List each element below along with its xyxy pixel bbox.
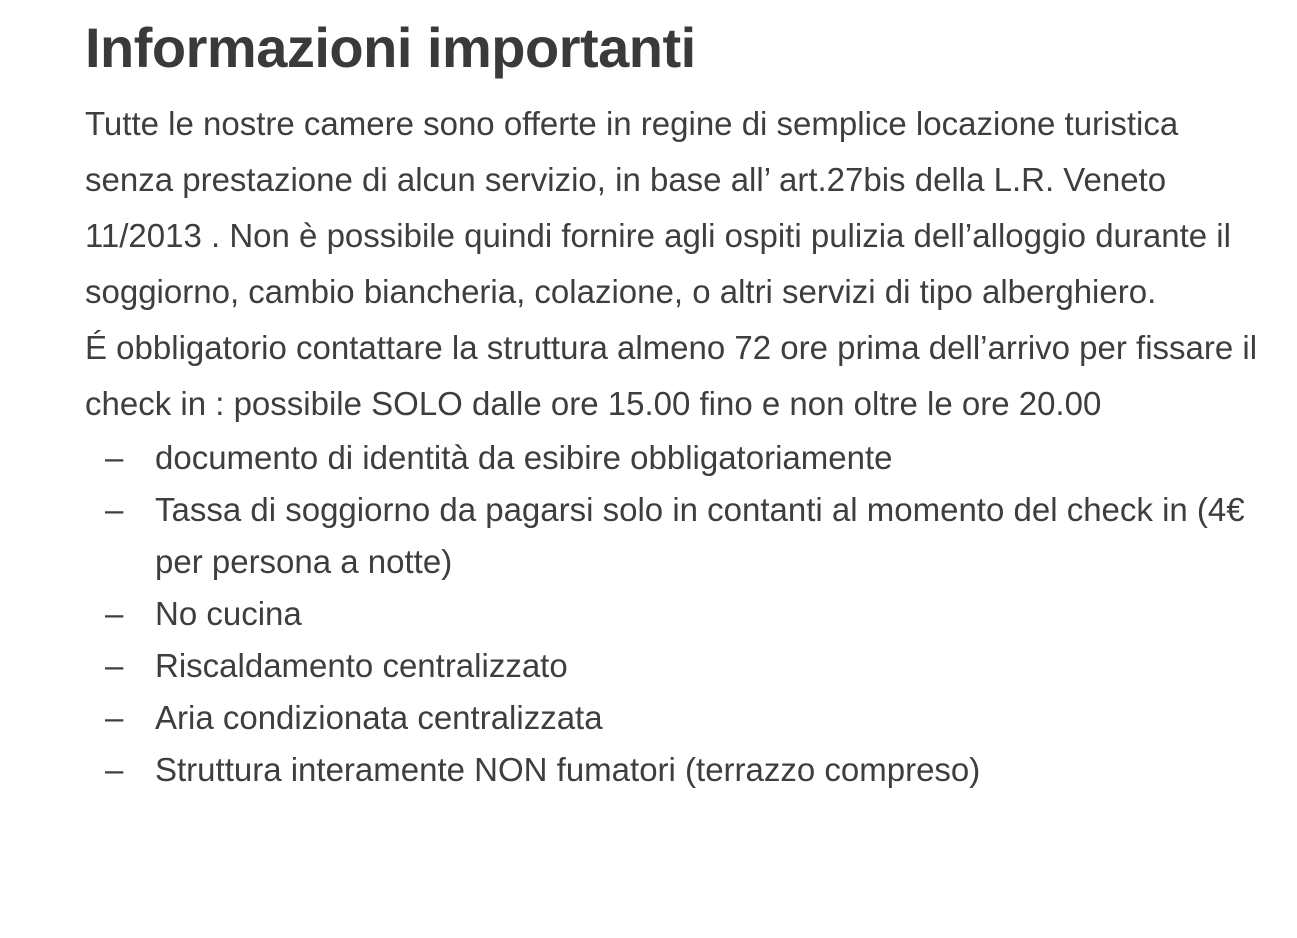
- paragraph-check-in: É obbligatorio contattare la struttura almeno 72 ore prima dell’arrivo per fissare il check in : possibile SOLO dalle ore 15.00 fino e non oltre le ore 20.00: [85, 329, 1258, 422]
- dash-marker: –: [105, 595, 124, 632]
- dash-marker: –: [105, 751, 124, 788]
- list-item-text: No cucina: [155, 595, 302, 632]
- document-page: [85, 14, 1265, 796]
- list-item-text: documento di identità da esibire obbligatoriamente: [155, 439, 893, 476]
- page-title: Informazioni importanti: [85, 16, 696, 79]
- dash-marker: –: [105, 699, 124, 736]
- list-item: [85, 692, 1265, 744]
- paragraph-rental-regime: Tutte le nostre camere sono offerte in regine di semplice locazione turistica senza prestazione di alcun servizio, in base all’ art.27bis della L.R. Veneto 11/2013 . Non è possibile quindi fornire agli ospiti pulizia dell’alloggio durante il soggiorno, cambio biancheria, colazione, o altri servizi di tipo alberghiero.: [85, 105, 1231, 310]
- list-item-text: Riscaldamento centralizzato: [155, 647, 568, 684]
- rules-list: [85, 432, 1265, 796]
- list-item: [85, 432, 1265, 484]
- dash-marker: –: [105, 647, 124, 684]
- list-item-text: Struttura interamente NON fumatori (terrazzo compreso): [155, 751, 981, 788]
- list-item: [85, 640, 1265, 692]
- list-item: [85, 744, 1265, 796]
- list-item: [85, 484, 1265, 588]
- document-body: [85, 96, 1265, 432]
- list-item-text: Aria condizionata centralizzata: [155, 699, 603, 736]
- list-item: [85, 588, 1265, 640]
- dash-marker: –: [105, 491, 124, 528]
- dash-marker: –: [105, 439, 124, 476]
- list-item-text: Tassa di soggiorno da pagarsi solo in contanti al momento del check in (4€ per persona a notte): [155, 491, 1245, 580]
